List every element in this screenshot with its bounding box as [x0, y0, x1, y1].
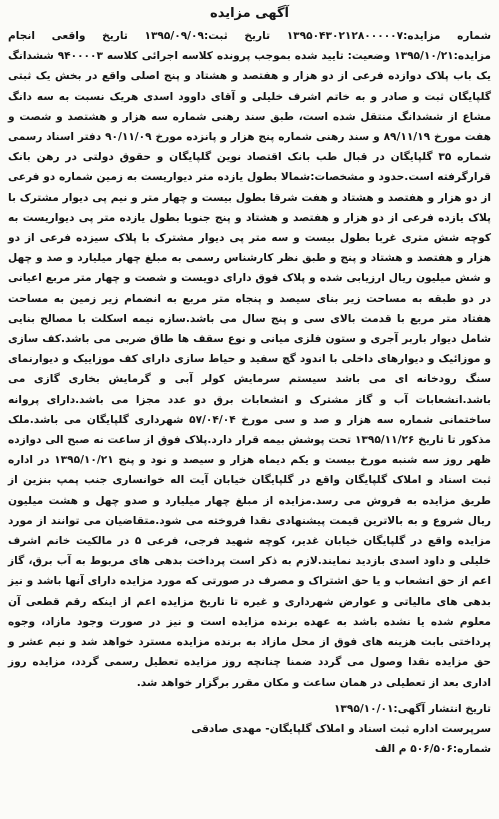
notice-title: آگهی مزایده [210, 6, 289, 21]
notice-footer [8, 699, 491, 760]
notice-body-text: شماره مزایده:۱۳۹۵۰۴۳۰۲۱۲۸۰۰۰۰۰۷ تاریخ ثبت:۱۳۹۵/۰۹/۰۹ تاریخ واقعی انجام مزایده:۱۳۹۵/۱۰/۲۱ وضعیت: تایید شده بموجب پرونده کلاسه اجرائی کلاسه ۹۴۰۰۰۰۳ ششدانگ یک باب پلاک دوازده فرعی از دو هزار و هفتصد و هشتاد و پنج اصلی واقع در بخش یک ثبتی گلپایگان ثبت و صادر و به خاتم اشرف خلیلی و آقای داوود اسدی هریک نسبت به سه دانگ مشاع از ششدانگ منتقل شده است، طبق سند رهنی شماره سه هزار و هشتصد و شصت و هفت مورخ ۸۹/۱۱/۱۹ و سند رهنی شماره پنج هزار و پانزده مورخ ۹۰/۱۱/۰۹ دفتر اسناد رسمی شماره ۳۵ گلپایگان در قبال طب بانک اقتصاد نوین گلپایگان و حقوق دولتی در رهن بانک قرارگرفته است.حدود و مشخصات:شمالا بطول یازده متر دیواریست به زمین شماره دو فرعی از دو هزار و هفتصد و هشتاد و هفت شرقا بطول بیست و چهار متر و نیم پی دیوار مشترک با پلاک یازده فرعی از دو هزار و هفتصد و هشتاد و پنج جنوبا بطول یازده متر پی دیواریست به کوچه شش متری غربا بطول بیست و سه متر پی دیوار مشترک با پلاک سیزده فرعی از دو هزار و هفتصد و هشتاد و پنج و طبق نظر کارشناس رسمی به مبلغ چهار میلیارد و صد و چهل و شش میلیون ریال ارزیابی شده و پلاک فوق دارای دویست و شصت و چهار متر مربع اعیانی در دو طبقه به مساحت زیر بنای سیصد و پنجاه متر مربع به انضمام زیر زمین به مساحت هفتاد متر مربع با قدمت بالای سی و پنج سال می باشد.سازه نیمه اسکلت با مصالح بنایی شامل دیوار باربر آجری و ستون فلزی میانی و نوع سقف ها طاق ضربی می باشد.کف سازی و موزائیک و دیوارهای داخلی با اندود گچ سفید و حیاط سازی دارای کف موزاییک و دیوارنمای سنگ رودخانه ای می باشد سیستم سرمایش کولر آبی و گرمایش بخاری گازی می باشد.انشعابات آب و گاز مشترک و انشعابات برق دو عدد مجزا می باشد.دارای پروانه ساختمانی شماره سه هزار و صد و سی مورخ ۵۷/۰۴/۰۴ شهرداری گلپایگان می باشد.ملک مذکور تا تاریخ ۱۳۹۵/۱۱/۲۶ تحت پوشش بیمه قرار دارد.پلاک فوق از ساعت نه صبح الی دوازده ظهر روز سه شنبه مورخ بیست و یکم دیماه هزار و سیصد و نود و پنج ۱۳۹۵/۱۰/۲۱ در اداره ثبت اسناد و املاک گلپایگان واقع در گلپایگان خیابان آیت اله خوانساری جنب پمپ بنزین از طریق مزایده به فروش می رسد.مزایده از مبلغ چهار میلیارد و صدو چهل و هشت میلیون ریال شروع و به بالاترین قیمت پیشنهادی نقدا فروخته می شود.متقاضیان می توانند از مورد مزایده واقع در گلپایگان خیابان غدیر، کوچه شهید فرجی، فرعی ۵ در مالکیت خانم اشرف خلیلی و داود اسدی بازدید نمایند.لازم به ذکر است پرداخت بدهی های مربوط به آب برق، گاز اعم از حق انشعاب و یا حق اشتراک و مصرف در صورتی که مورد مزایده دارای آنها باشد و نیز بدهی های مالیاتی و عوارض شهرداری و غیره تا تاریخ مزایده اعم از اینکه رقم قطعی آن معلوم شده یا نشده باشد به عهده برنده مزایده است و نیز در صورت وجود مازاد، وجوه پرداختی بابت هزینه های فوق از محل مازاد به برنده مزایده مسترد خواهد شد و نیم عشر و حق مزایده نقدا وصول می گردد ضمنا چنانچه روز مزایده تعطیل رسمی گردد، مزایده روز اداری بعد از تعطیلی در همان ساعت و مکان مقرر برگزار خواهد شد. [8, 30, 491, 689]
notice-number: شماره:۵۰۶/۵۰۶ م الف [374, 743, 491, 756]
publish-date: تاریخ انتشار آگهی:۱۳۹۵/۱۰/۰۱ [333, 702, 491, 715]
signatory: سرپرست اداره ثبت اسناد و املاک گلپایگان- مهدی صادقی [191, 722, 491, 735]
